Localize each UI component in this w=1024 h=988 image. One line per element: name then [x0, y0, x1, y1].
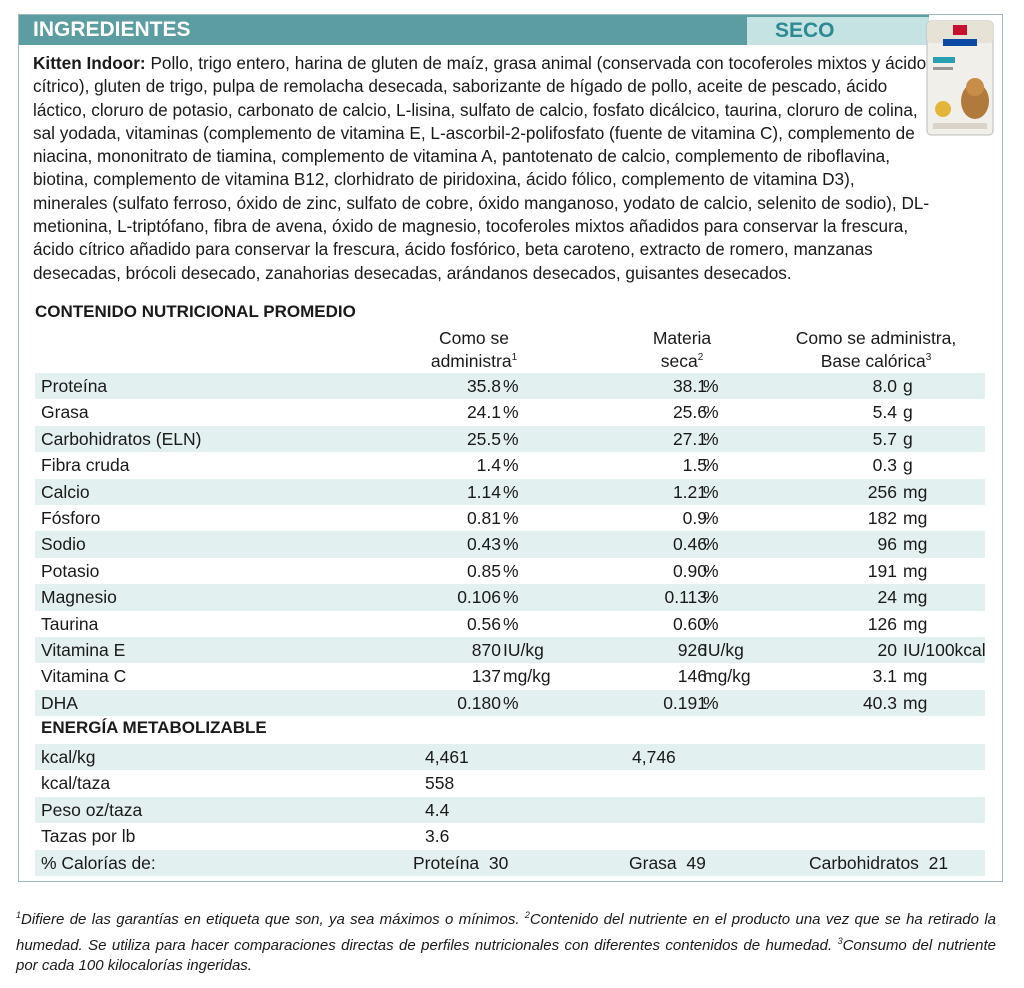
caloric-value: 20 [877, 640, 897, 660]
caloric-unit: IU/100kcal [903, 640, 986, 660]
column-header-caloric-basis: Como se administra, Base calórica$^3$ [795, 328, 957, 371]
nutrient-row [35, 399, 985, 425]
nutrient-row [35, 558, 985, 584]
nutrient-row [35, 690, 985, 716]
dry-matter-unit: % [703, 587, 719, 608]
dry-matter-unit: % [703, 376, 719, 396]
dry-matter-unit: % [703, 692, 719, 713]
energy-label: kcal/taza [41, 773, 111, 794]
nutrient-name: Proteína [41, 376, 108, 396]
caloric-unit: mg [903, 534, 928, 555]
caloric-unit: g [903, 428, 913, 449]
dry-matter-value: 926 [677, 640, 707, 660]
caloric-value: 256 [867, 481, 897, 502]
nutrient-row [35, 611, 985, 637]
caloric-unit: mg [903, 587, 928, 608]
energy-as-fed-value: 558 [425, 773, 455, 794]
dry-matter-unit: IU/kg [703, 640, 744, 660]
dry-matter-value: 0.9 [682, 508, 707, 528]
caloric-unit: mg [903, 560, 928, 581]
dry-matter-value: 0.113 [664, 587, 707, 608]
energy-label: Peso oz/taza [41, 799, 143, 820]
as-fed-value: 0.106 [457, 587, 501, 608]
dry-matter-value: 0.191 [663, 692, 707, 713]
product-info-panel [18, 14, 1003, 882]
energy-as-fed-value: 4.4 [425, 799, 450, 820]
dry-matter-value: 0.60 [672, 613, 707, 634]
footnotes: $^1$Difiere de las garantías en etiqueta que son, ya sea máximos o mínimos. $^2$Contenido del nutriente en el producto una vez que se ha retirado la humedad. Se utiliza para hacer comparaciones directas de perfiles nutricionales con diferentes contenidos de humedad. $^3$Consumo del nutriente por cada 100 kilocalorías ingeridas. [16, 910, 996, 974]
as-fed-value: 137 [471, 666, 501, 687]
as-fed-value: 25.5 [466, 428, 501, 449]
energy-section-title: ENERGÍA METABOLIZABLE [41, 718, 267, 737]
ingredients-list: Pollo, trigo entero, harina de gluten de maíz, grasa animal (conservada con tocoferoles mixtos y ácido cítrico), gluten de trigo, pulpa de remolacha desecada, saborizante de hígado de pollo, aceite de pescado, ácido láctico, cloruro de potasio, carbonato de calcio, L-lisina, sulfato de calcio, fosfato dicálcico, taurina, cloruro de colina, sal yodada, vitaminas (complemento de vitamina E, L-ascorbil-2-polifosfato (fuente de vitamina C), complemento de niacina, mononitrato de tiamina, complemento de vitamina A, pantotenato de calcio, complemento de riboflavina, biotina, complemento de vitamina B12, clorhidrato de piridoxina, ácido fólico, complemento de vitamina D3), minerales (sulfato ferroso, óxido de zinc, sulfato de cobre, óxido manganoso, yodato de calcio, selenito de sodio), DL-metionina, L-triptófano, fibra de avena, óxido de magnesio, tocoferoles mixtos añadidos para conservar la frescura, ácido cítrico añadido para conservar la frescura, ácido fosfórico, beta caroteno, extracto de romero, manzanas desecadas, brócoli desecado, zanahorias desecadas, arándanos desecados, guisantes desecados. [33, 53, 930, 283]
column-header-as-fed: Como se administra$^1$ [430, 328, 518, 371]
nutrient-name: Potasio [41, 560, 100, 581]
as-fed-value: 0.56 [466, 613, 501, 634]
caloric-value: 24 [877, 587, 897, 608]
dry-matter-unit: mg/kg [703, 666, 751, 687]
nutrient-row [35, 479, 985, 505]
nutrient-name: Fósforo [41, 508, 101, 528]
nutrient-row [35, 584, 985, 610]
energy-dry-matter-value: 4,746 [632, 747, 676, 767]
as-fed-unit: % [503, 508, 519, 528]
as-fed-value: 0.43 [466, 534, 501, 555]
as-fed-unit: % [503, 692, 519, 713]
nutrient-name: Grasa [41, 402, 89, 423]
caloric-value: 96 [877, 534, 897, 555]
dry-matter-value: 1.21 [672, 481, 707, 502]
as-fed-unit: % [503, 560, 519, 581]
column-header-dry-matter: Materia seca$^2$ [652, 328, 712, 371]
nutrient-name: Vitamina C [41, 666, 127, 687]
nutrient-name: Carbohidratos (ELN) [41, 428, 202, 449]
as-fed-unit: % [503, 587, 519, 608]
energy-row [35, 770, 985, 796]
as-fed-value: 0.81 [466, 508, 501, 528]
as-fed-unit: % [503, 428, 519, 449]
dry-matter-value: 0.90 [672, 560, 707, 581]
caloric-unit: g [903, 402, 913, 423]
as-fed-unit: % [503, 402, 519, 423]
nutrient-row [35, 637, 985, 663]
dry-matter-value: 146 [677, 666, 707, 687]
nutrient-row [35, 531, 985, 557]
energy-row [35, 744, 985, 770]
energy-as-fed-value: 3.6 [425, 826, 450, 847]
caloric-unit: g [903, 376, 913, 396]
calories-row: % Calorías de: Proteína 30 Grasa 49 Carbohidratos 21 [35, 850, 985, 876]
caloric-unit: g [903, 455, 913, 476]
dry-matter-unit: % [703, 613, 719, 634]
energy-as-fed-value: 4,461 [425, 747, 469, 767]
as-fed-unit: mg/kg [503, 666, 551, 687]
ingredients-header: INGREDIENTES [19, 15, 747, 45]
dry-matter-unit: % [703, 508, 719, 528]
dry-matter-unit: % [703, 402, 719, 423]
caloric-value: 5.7 [872, 428, 897, 449]
nutrient-name: Calcio [41, 481, 90, 502]
dry-matter-unit: % [703, 455, 719, 476]
caloric-unit: mg [903, 508, 928, 528]
caloric-value: 3.1 [872, 666, 897, 687]
caloric-unit: mg [903, 613, 928, 634]
nutrient-name: Sodio [41, 534, 86, 555]
ingredients-text [33, 52, 933, 285]
nutrient-row [35, 505, 985, 531]
dry-matter-unit: % [703, 560, 719, 581]
caloric-unit: mg [903, 666, 928, 687]
caloric-value: 191 [867, 560, 897, 581]
caloric-value: 8.0 [872, 376, 897, 396]
as-fed-unit: % [503, 481, 519, 502]
dry-matter-unit: % [703, 428, 719, 449]
as-fed-unit: % [503, 376, 519, 396]
nutrition-section-title: CONTENIDO NUTRICIONAL PROMEDIO [35, 302, 356, 321]
energy-label: Tazas por lb [41, 826, 136, 847]
nutrient-name: Fibra cruda [41, 455, 130, 476]
as-fed-value: 24.1 [466, 402, 501, 423]
energy-label: kcal/kg [41, 747, 96, 767]
nutrient-name: Vitamina E [41, 640, 126, 660]
caloric-unit: mg [903, 692, 928, 713]
nutrient-row [35, 373, 985, 399]
caloric-value: 182 [867, 508, 897, 528]
dry-matter-value: 1.5 [682, 455, 707, 476]
product-name: Kitten Indoor: [33, 53, 146, 73]
dry-matter-value: 27.1 [672, 428, 707, 449]
as-fed-value: 1.14 [466, 481, 501, 502]
caloric-value: 0.3 [872, 455, 897, 476]
as-fed-unit: % [503, 455, 519, 476]
dry-matter-value: 0.46 [672, 534, 707, 555]
dry-matter-unit: % [703, 534, 719, 555]
energy-row [35, 797, 985, 823]
energy-row [35, 823, 985, 849]
caloric-unit: mg [903, 481, 928, 502]
nutrient-name: Taurina [41, 613, 99, 634]
dry-matter-unit: % [703, 481, 719, 502]
dry-matter-value: 38.1 [672, 376, 707, 396]
as-fed-unit: % [503, 534, 519, 555]
as-fed-value: 0.180 [457, 692, 501, 713]
food-type-header: SECO [747, 15, 929, 45]
nutrient-name: Magnesio [41, 587, 117, 608]
caloric-value: 5.4 [872, 402, 897, 423]
as-fed-unit: % [503, 613, 519, 634]
as-fed-value: 870 [471, 640, 501, 660]
as-fed-unit: IU/kg [503, 640, 544, 660]
as-fed-value: 0.85 [466, 560, 501, 581]
nutrient-row [35, 452, 985, 478]
nutrient-row [35, 663, 985, 689]
caloric-value: 40.3 [862, 692, 897, 713]
nutrient-row [35, 426, 985, 452]
nutrient-name: DHA [41, 692, 78, 713]
as-fed-value: 35.8 [466, 376, 501, 396]
dry-matter-value: 25.6 [672, 402, 707, 423]
as-fed-value: 1.4 [476, 455, 501, 476]
caloric-value: 126 [867, 613, 897, 634]
